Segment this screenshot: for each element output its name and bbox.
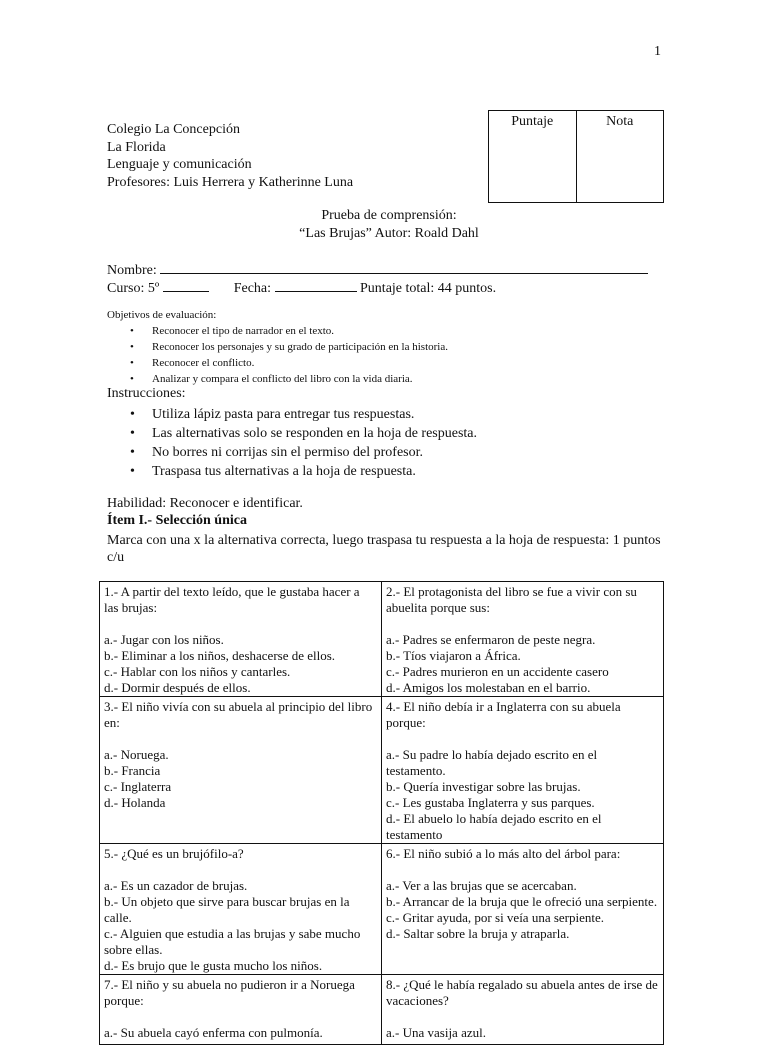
option-a[interactable]: a.- Ver a las brujas que se acercaban. (386, 878, 577, 893)
question-cell (382, 844, 664, 975)
question-cell (100, 975, 382, 1045)
course-row (107, 278, 496, 297)
option-c[interactable]: c.- Les gustaba Inglaterra y sus parques. (386, 795, 595, 810)
question-text: 3.- El niño vivía con su abuela al principio del libro en: (104, 699, 373, 730)
objective-item: • Analizar y compara el conflicto del libro con la vida diaria. (130, 371, 448, 387)
question-text: 2.- El protagonista del libro se fue a vivir con su abuelita porque sus: (386, 584, 637, 615)
option-a[interactable]: a.- Su abuela cayó enferma con pulmonía. (104, 1025, 323, 1040)
objective-item: • Reconocer el conflicto. (130, 355, 448, 371)
question-cell (382, 582, 664, 697)
instructions-list (130, 405, 477, 481)
date-blank[interactable] (275, 278, 357, 292)
option-d[interactable]: d.- Saltar sobre la bruja y atraparla. (386, 926, 570, 941)
option-c[interactable]: c.- Padres murieron en un accidente casero (386, 664, 609, 679)
name-row (107, 260, 648, 279)
question-cell (382, 697, 664, 844)
test-title-line2: “Las Brujas” Autor: Roald Dahl (299, 226, 479, 241)
option-a[interactable]: a.- Es un cazador de brujas. (104, 878, 248, 893)
option-c[interactable]: c.- Hablar con los niños y cantarles. (104, 664, 291, 679)
option-b[interactable]: b.- Tíos viajaron a África. (386, 648, 521, 663)
option-d[interactable]: d.- Amigos los molestaban en el barrio. (386, 680, 591, 695)
option-a[interactable]: a.- Su padre lo había dejado escrito en el testamento. (386, 747, 598, 778)
option-c[interactable]: c.- Inglaterra (104, 779, 172, 794)
table-row (100, 582, 664, 697)
instruction-item: • Utiliza lápiz pasta para entregar tus respuestas. (130, 405, 477, 424)
table-row (100, 975, 664, 1045)
item-title: Ítem I.- Selección única (107, 513, 247, 528)
school-name: Colegio La Concepción (107, 122, 240, 137)
option-b[interactable]: b.- Un objeto que sirve para buscar brujas en la calle. (104, 894, 350, 925)
document-header (107, 121, 353, 191)
question-text: 6.- El niño subió a lo más alto del árbol para: (386, 846, 621, 861)
subject-name: Lenguaje y comunicación (107, 157, 252, 172)
total-score: Puntaje total: 44 puntos. (360, 281, 497, 296)
option-b[interactable]: b.- Quería investigar sobre las brujas. (386, 779, 581, 794)
instruction-item: • Traspasa tus alternativas a la hoja de respuesta. (130, 462, 477, 481)
table-row (100, 697, 664, 844)
skill-line: Habilidad: Reconocer e identificar. (107, 496, 303, 511)
course-blank[interactable] (163, 278, 209, 292)
name-blank[interactable] (160, 260, 648, 274)
question-cell (382, 975, 664, 1045)
table-row (100, 844, 664, 975)
question-text: 4.- El niño debía ir a Inglaterra con su abuela porque: (386, 699, 621, 730)
objectives-list (130, 323, 448, 387)
instruction-item: • No borres ni corrijas sin el permiso del profesor. (130, 443, 477, 462)
objective-item: • Reconocer los personajes y su grado de participación en la historia. (130, 339, 448, 355)
option-d[interactable]: d.- Es brujo que le gusta mucho los niños. (104, 958, 323, 973)
objectives-heading: Objetivos de evaluación: (107, 309, 217, 321)
course-label: Curso: 5º (107, 281, 160, 296)
question-text: 1.- A partir del texto leído, que le gustaba hacer a las brujas: (104, 584, 360, 615)
option-b[interactable]: b.- Eliminar a los niños, deshacerse de ellos. (104, 648, 336, 663)
name-label: Nombre: (107, 263, 157, 278)
question-text: 7.- El niño y su abuela no pudieron ir a Noruega porque: (104, 977, 355, 1008)
option-a[interactable]: a.- Noruega. (104, 747, 169, 762)
option-b[interactable]: b.- Arrancar de la bruja que le ofreció una serpiente. (386, 894, 658, 909)
option-a[interactable]: a.- Una vasija azul. (386, 1025, 486, 1040)
page-number: 1 (654, 44, 661, 59)
score-box-puntaje: Puntaje (511, 114, 554, 129)
question-text: 8.- ¿Qué le había regalado su abuela antes de irse de vacaciones? (386, 977, 658, 1008)
objective-item: • Reconocer el tipo de narrador en el texto. (130, 323, 448, 339)
instructions-heading: Instrucciones: (107, 386, 186, 401)
instruction-item: • Las alternativas solo se responden en la hoja de respuesta. (130, 424, 477, 443)
option-a[interactable]: a.- Padres se enfermaron de peste negra. (386, 632, 596, 647)
option-d[interactable]: d.- Holanda (104, 795, 166, 810)
question-cell (100, 697, 382, 844)
score-box (488, 110, 664, 203)
teachers-line: Profesores: Luis Herrera y Katherinne Luna (107, 174, 354, 190)
test-title-line1: Prueba de comprensión: (321, 208, 457, 223)
score-box-nota: Nota (576, 111, 664, 202)
option-c[interactable]: c.- Alguien que estudia a las brujas y sabe mucho sobre ellas. (104, 926, 361, 957)
option-d[interactable]: d.- Dormir después de ellos. (104, 680, 251, 695)
date-label: Fecha: (233, 281, 272, 296)
test-title (0, 207, 768, 243)
question-text: 5.- ¿Qué es un brujófilo-a? (104, 846, 244, 861)
option-b[interactable]: b.- Francia (104, 763, 161, 778)
option-a[interactable]: a.- Jugar con los niños. (104, 632, 224, 647)
questions-table (99, 581, 664, 1045)
option-c[interactable]: c.- Gritar ayuda, por si veía una serpiente. (386, 910, 605, 925)
question-cell (100, 844, 382, 975)
item-instruction: Marca con una x la alternativa correcta, luego traspasa tu respuesta a la hoja de respuesta: 1 puntos c/u (107, 533, 661, 565)
option-d[interactable]: d.- El abuelo lo había dejado escrito en el testamento (386, 811, 602, 842)
city-name: La Florida (107, 139, 166, 155)
question-cell (100, 582, 382, 697)
